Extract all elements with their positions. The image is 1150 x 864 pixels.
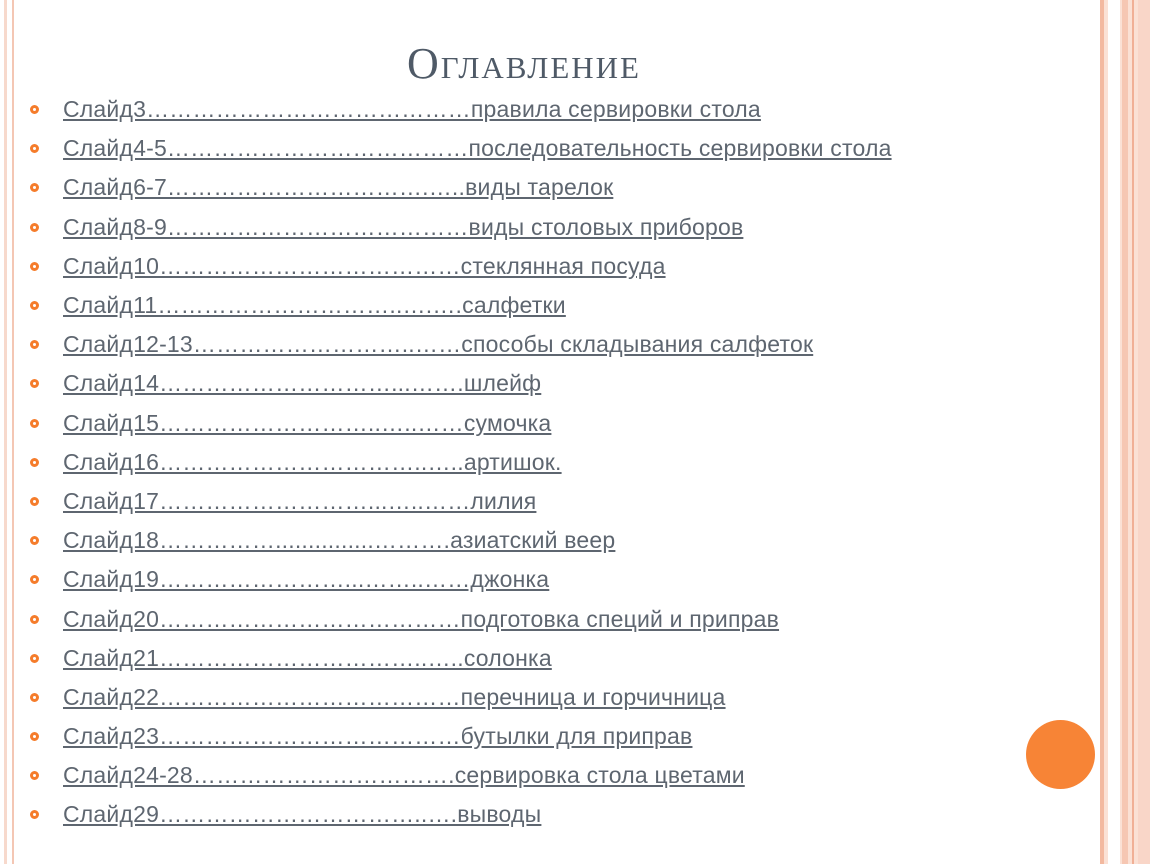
- toc-link[interactable]: Слайд12-13………………………..……способы складывания салфеток: [63, 331, 814, 358]
- bullet-icon: [30, 615, 39, 624]
- list-item: [30, 521, 892, 560]
- slide-title: Оглавление: [407, 39, 641, 88]
- list-item: [30, 208, 892, 247]
- bullet-icon: [30, 301, 39, 310]
- toc-link[interactable]: Слайд20…………………………………подготовка специй и приправ: [63, 605, 780, 632]
- toc-link[interactable]: Слайд10…………………………………стеклянная посуда: [63, 252, 666, 279]
- bullet-icon: [30, 262, 39, 271]
- bullet-icon: [30, 105, 39, 114]
- bullet-icon: [30, 223, 39, 232]
- toc-link[interactable]: Слайд22…………………………………перечница и горчичница: [63, 683, 726, 710]
- toc-link[interactable]: Слайд18……………...............……….азиатский веер: [63, 527, 616, 554]
- toc-link[interactable]: Слайд15………………………..…..……сумочка: [63, 409, 552, 436]
- list-item: [30, 599, 892, 638]
- bullet-icon: [30, 144, 39, 153]
- bullet-icon: [30, 419, 39, 428]
- bullet-icon: [30, 497, 39, 506]
- list-item: [30, 443, 892, 482]
- list-item: [30, 482, 892, 521]
- list-item: [30, 639, 892, 678]
- toc-link[interactable]: Слайд29……………………………..….выводы: [63, 801, 542, 828]
- toc-link[interactable]: Слайд6-7…………………………….…..виды тарелок: [63, 174, 614, 201]
- toc-link[interactable]: Слайд17………………………...…..……лилия: [63, 487, 537, 514]
- list-item: [30, 795, 892, 834]
- bullet-icon: [30, 771, 39, 780]
- toc-link[interactable]: Слайд3……………………………………правила сервировки стола: [63, 96, 761, 123]
- toc-link[interactable]: Слайд19……………………...……..……джонка: [63, 566, 550, 593]
- list-item: [30, 129, 892, 168]
- list-item: [30, 247, 892, 286]
- toc-link[interactable]: Слайд14…………………………...…….шлейф: [63, 370, 542, 397]
- left-decorative-border: [0, 0, 14, 864]
- bullet-icon: [30, 340, 39, 349]
- list-item: [30, 168, 892, 207]
- list-item: [30, 756, 892, 795]
- bullet-icon: [30, 654, 39, 663]
- orange-circle-decoration: [1026, 720, 1095, 789]
- right-decorative-stripes: [1100, 0, 1150, 864]
- list-item: [30, 286, 892, 325]
- list-item: [30, 404, 892, 443]
- toc-link[interactable]: Слайд16……………………………..…..артишок.: [63, 448, 562, 475]
- toc-link[interactable]: Слайд11…………………………..….….салфетки: [63, 292, 566, 319]
- list-item: [30, 90, 892, 129]
- bullet-icon: [30, 183, 39, 192]
- bullet-icon: [30, 379, 39, 388]
- toc-link[interactable]: Слайд24-28…………………………….сервировка стола цветами: [63, 762, 745, 789]
- bullet-icon: [30, 458, 39, 467]
- list-item: [30, 560, 892, 599]
- bullet-icon: [30, 536, 39, 545]
- list-item: [30, 325, 892, 364]
- list-item: [30, 717, 892, 756]
- bullet-icon: [30, 810, 39, 819]
- list-item: [30, 678, 892, 717]
- toc-link[interactable]: Слайд23…………………………………бутылки для приправ: [63, 723, 693, 750]
- toc-link[interactable]: Слайд8-9…………………………………виды столовых приборов: [63, 213, 744, 240]
- bullet-icon: [30, 693, 39, 702]
- toc-link[interactable]: Слайд4-5…………………………………последовательность сервировки стола: [63, 135, 892, 162]
- toc-link[interactable]: Слайд21……………………………..…..солонка: [63, 644, 552, 671]
- list-item: [30, 364, 892, 403]
- bullet-icon: [30, 575, 39, 584]
- bullet-icon: [30, 732, 39, 741]
- table-of-contents: [30, 90, 892, 835]
